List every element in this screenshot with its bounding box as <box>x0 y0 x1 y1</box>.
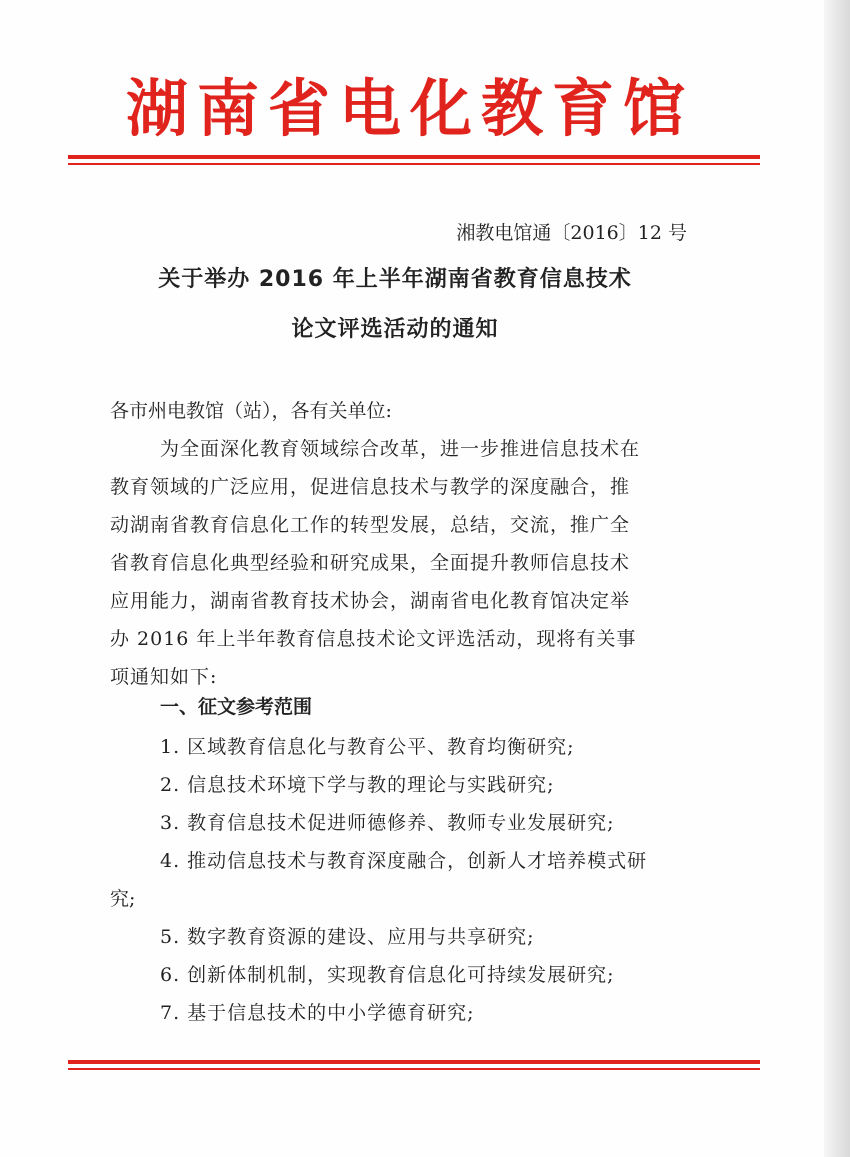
footer-rule-thick <box>68 1060 760 1064</box>
body-line: 办 2016 年上半年教育信息技术论文评选活动，现将有关事 <box>110 628 637 650</box>
body-line: 省教育信息化典型经验和研究成果，全面提升教师信息技术 <box>110 552 631 574</box>
list-item: 4. 推动信息技术与教育深度融合，创新人才培养模式研 <box>160 850 648 872</box>
body-line: 应用能力，湖南省教育技术协会，湖南省电化教育馆决定举 <box>110 590 631 612</box>
letterhead-rule-thick <box>68 155 760 159</box>
list-item-continuation: 究; <box>110 888 136 910</box>
document-title-line-2: 论文评选活动的通知 <box>291 317 499 342</box>
body-line: 项通知如下: <box>110 666 218 688</box>
section-heading: 一、征文参考范围 <box>160 696 313 718</box>
letterhead-rule-thin <box>68 163 760 165</box>
document-number: 湘教电馆通〔2016〕12 号 <box>456 222 687 244</box>
list-item: 5. 数字教育资源的建设、应用与共享研究; <box>160 926 535 948</box>
org-letterhead-title: 湖南省电化教育馆 <box>125 72 694 145</box>
scan-edge-shadow <box>824 0 850 1157</box>
list-item: 1. 区域教育信息化与教育公平、教育均衡研究; <box>160 736 575 758</box>
document-title-line-1: 关于举办 2016 年上半年湖南省教育信息技术 <box>158 267 632 292</box>
salutation: 各市州电教馆（站），各有关单位: <box>110 400 392 422</box>
body-line: 为全面深化教育领域综合改革，进一步推进信息技术在 <box>160 438 641 460</box>
footer-rule-thin <box>68 1068 760 1070</box>
body-line: 教育领域的广泛应用，促进信息技术与教学的深度融合，推 <box>110 476 631 498</box>
list-item: 2. 信息技术环境下学与教的理论与实践研究; <box>160 774 555 796</box>
list-item: 6. 创新体制机制，实现教育信息化可持续发展研究; <box>160 964 615 986</box>
list-item: 7. 基于信息技术的中小学德育研究; <box>160 1002 475 1024</box>
list-item: 3. 教育信息技术促进师德修养、教师专业发展研究; <box>160 812 615 834</box>
body-line: 动湖南省教育信息化工作的转型发展，总结，交流，推广全 <box>110 514 631 536</box>
